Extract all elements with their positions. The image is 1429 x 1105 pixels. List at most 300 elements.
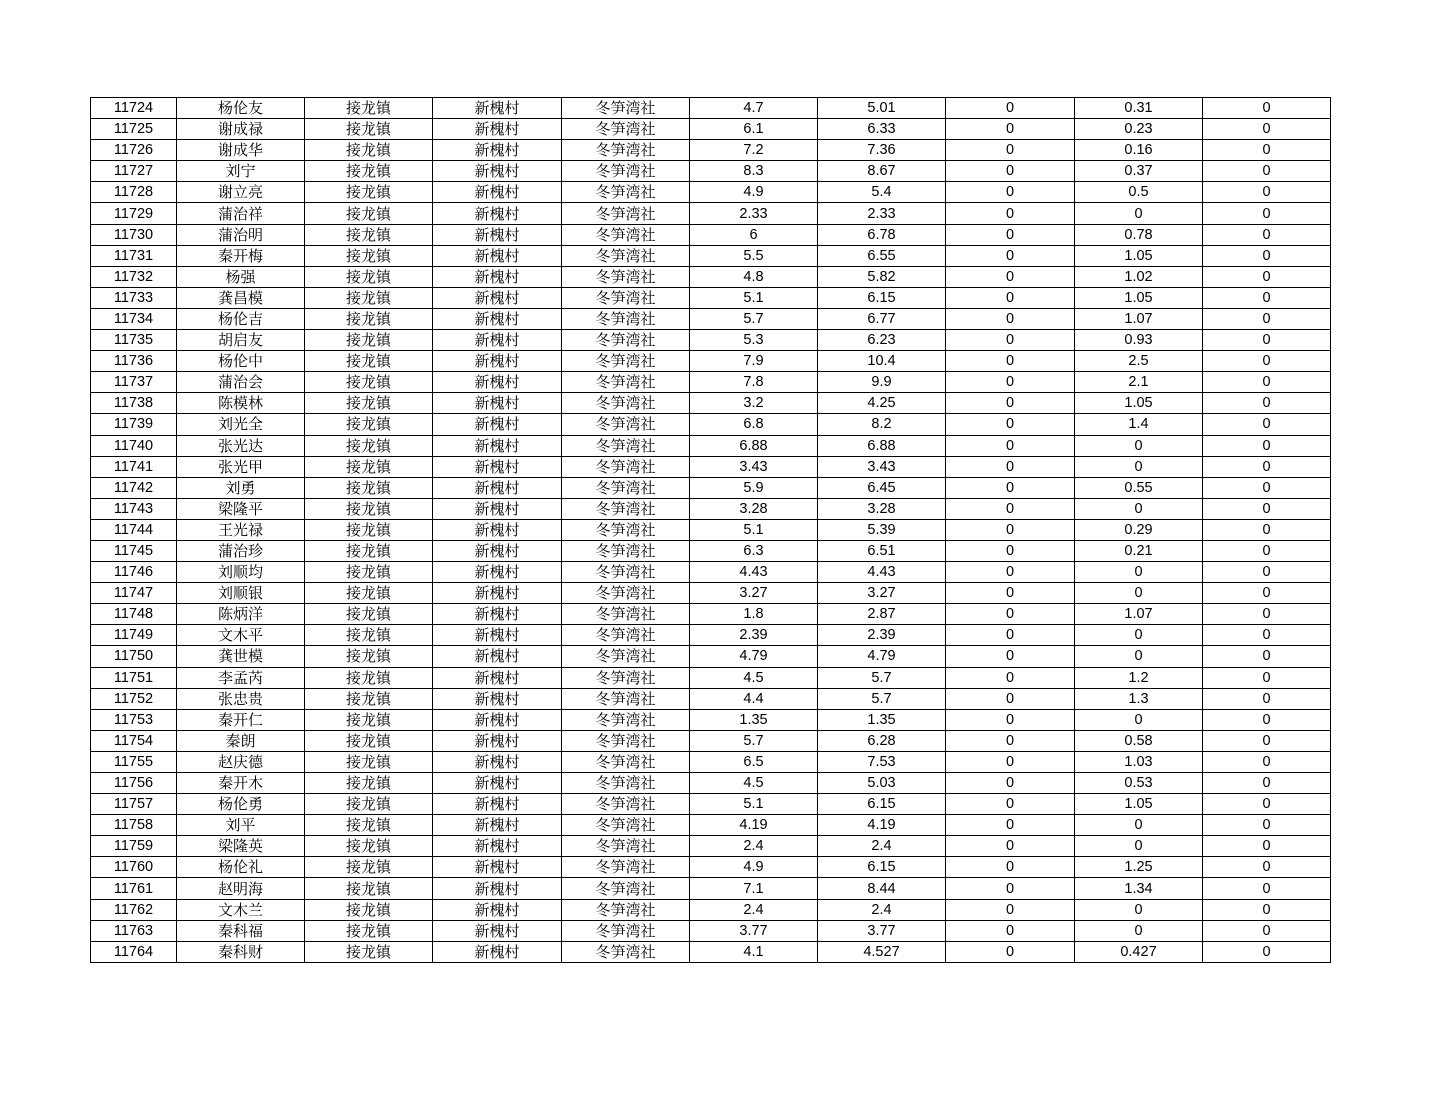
village-cell: 新槐村: [433, 287, 562, 308]
name-cell: 蒲治会: [177, 372, 305, 393]
value-d-cell: 0: [1075, 435, 1203, 456]
value-e-cell: 0: [1203, 456, 1331, 477]
value-c-cell: 0: [946, 203, 1075, 224]
value-c-cell: 0: [946, 161, 1075, 182]
table-row: [91, 773, 1331, 794]
value-d-cell: 0.58: [1075, 730, 1203, 751]
group-cell: 冬笋湾社: [562, 98, 690, 119]
value-c-cell: 0: [946, 857, 1075, 878]
table-row: [91, 287, 1331, 308]
town-cell: 接龙镇: [305, 456, 433, 477]
value-e-cell: 0: [1203, 709, 1331, 730]
town-cell: 接龙镇: [305, 751, 433, 772]
value-b-cell: 4.25: [818, 393, 946, 414]
data-table: [90, 97, 1331, 963]
group-cell: 冬笋湾社: [562, 878, 690, 899]
record-id-cell: 11735: [91, 330, 177, 351]
value-e-cell: 0: [1203, 625, 1331, 646]
value-e-cell: 0: [1203, 941, 1331, 962]
table-row: [91, 667, 1331, 688]
value-c-cell: 0: [946, 794, 1075, 815]
record-id-cell: 11741: [91, 456, 177, 477]
value-b-cell: 6.15: [818, 287, 946, 308]
table-row: [91, 836, 1331, 857]
village-cell: 新槐村: [433, 519, 562, 540]
village-cell: 新槐村: [433, 857, 562, 878]
value-e-cell: 0: [1203, 414, 1331, 435]
table-body: [91, 98, 1331, 963]
table-row: [91, 266, 1331, 287]
record-id-cell: 11738: [91, 393, 177, 414]
town-cell: 接龙镇: [305, 287, 433, 308]
village-cell: 新槐村: [433, 161, 562, 182]
village-cell: 新槐村: [433, 941, 562, 962]
value-c-cell: 0: [946, 498, 1075, 519]
value-a-cell: 4.43: [690, 562, 818, 583]
value-e-cell: 0: [1203, 308, 1331, 329]
value-e-cell: 0: [1203, 245, 1331, 266]
value-e-cell: 0: [1203, 330, 1331, 351]
table-row: [91, 414, 1331, 435]
value-d-cell: 0.37: [1075, 161, 1203, 182]
town-cell: 接龙镇: [305, 435, 433, 456]
group-cell: 冬笋湾社: [562, 161, 690, 182]
value-a-cell: 5.1: [690, 287, 818, 308]
value-c-cell: 0: [946, 920, 1075, 941]
value-d-cell: 1.25: [1075, 857, 1203, 878]
name-cell: 刘勇: [177, 477, 305, 498]
name-cell: 杨伦友: [177, 98, 305, 119]
record-id-cell: 11752: [91, 688, 177, 709]
value-b-cell: 6.23: [818, 330, 946, 351]
value-a-cell: 3.28: [690, 498, 818, 519]
group-cell: 冬笋湾社: [562, 646, 690, 667]
value-c-cell: 0: [946, 625, 1075, 646]
value-b-cell: 1.35: [818, 709, 946, 730]
value-b-cell: 8.44: [818, 878, 946, 899]
village-cell: 新槐村: [433, 98, 562, 119]
village-cell: 新槐村: [433, 625, 562, 646]
value-d-cell: 0.31: [1075, 98, 1203, 119]
town-cell: 接龙镇: [305, 540, 433, 561]
table-row: [91, 498, 1331, 519]
value-c-cell: 0: [946, 393, 1075, 414]
name-cell: 秦开梅: [177, 245, 305, 266]
value-b-cell: 6.78: [818, 224, 946, 245]
name-cell: 王光禄: [177, 519, 305, 540]
value-d-cell: 1.4: [1075, 414, 1203, 435]
value-a-cell: 4.7: [690, 98, 818, 119]
value-a-cell: 4.1: [690, 941, 818, 962]
value-b-cell: 5.39: [818, 519, 946, 540]
town-cell: 接龙镇: [305, 583, 433, 604]
village-cell: 新槐村: [433, 730, 562, 751]
value-b-cell: 4.79: [818, 646, 946, 667]
value-c-cell: 0: [946, 414, 1075, 435]
name-cell: 陈炳洋: [177, 604, 305, 625]
village-cell: 新槐村: [433, 498, 562, 519]
value-e-cell: 0: [1203, 203, 1331, 224]
table-row: [91, 393, 1331, 414]
town-cell: 接龙镇: [305, 667, 433, 688]
town-cell: 接龙镇: [305, 730, 433, 751]
record-id-cell: 11742: [91, 477, 177, 498]
village-cell: 新槐村: [433, 477, 562, 498]
town-cell: 接龙镇: [305, 519, 433, 540]
record-id-cell: 11724: [91, 98, 177, 119]
record-id-cell: 11754: [91, 730, 177, 751]
table-row: [91, 330, 1331, 351]
value-e-cell: 0: [1203, 393, 1331, 414]
town-cell: 接龙镇: [305, 372, 433, 393]
value-c-cell: 0: [946, 372, 1075, 393]
value-e-cell: 0: [1203, 604, 1331, 625]
value-a-cell: 4.79: [690, 646, 818, 667]
value-d-cell: 0.29: [1075, 519, 1203, 540]
value-e-cell: 0: [1203, 351, 1331, 372]
value-c-cell: 0: [946, 351, 1075, 372]
name-cell: 蒲治明: [177, 224, 305, 245]
table-row: [91, 308, 1331, 329]
value-e-cell: 0: [1203, 815, 1331, 836]
value-d-cell: 0: [1075, 709, 1203, 730]
town-cell: 接龙镇: [305, 182, 433, 203]
town-cell: 接龙镇: [305, 224, 433, 245]
value-e-cell: 0: [1203, 266, 1331, 287]
village-cell: 新槐村: [433, 562, 562, 583]
value-d-cell: 0.93: [1075, 330, 1203, 351]
value-d-cell: 0: [1075, 625, 1203, 646]
value-c-cell: 0: [946, 815, 1075, 836]
value-d-cell: 1.07: [1075, 604, 1203, 625]
value-e-cell: 0: [1203, 646, 1331, 667]
name-cell: 张光达: [177, 435, 305, 456]
village-cell: 新槐村: [433, 414, 562, 435]
name-cell: 张忠贵: [177, 688, 305, 709]
group-cell: 冬笋湾社: [562, 899, 690, 920]
group-cell: 冬笋湾社: [562, 435, 690, 456]
town-cell: 接龙镇: [305, 245, 433, 266]
record-id-cell: 11762: [91, 899, 177, 920]
value-d-cell: 0: [1075, 920, 1203, 941]
group-cell: 冬笋湾社: [562, 625, 690, 646]
value-b-cell: 3.28: [818, 498, 946, 519]
value-b-cell: 5.7: [818, 667, 946, 688]
village-cell: 新槐村: [433, 224, 562, 245]
village-cell: 新槐村: [433, 836, 562, 857]
group-cell: 冬笋湾社: [562, 519, 690, 540]
value-b-cell: 6.77: [818, 308, 946, 329]
record-id-cell: 11734: [91, 308, 177, 329]
table-row: [91, 899, 1331, 920]
value-d-cell: 0: [1075, 583, 1203, 604]
group-cell: 冬笋湾社: [562, 140, 690, 161]
value-b-cell: 5.4: [818, 182, 946, 203]
town-cell: 接龙镇: [305, 140, 433, 161]
value-b-cell: 10.4: [818, 351, 946, 372]
value-d-cell: 1.05: [1075, 245, 1203, 266]
value-d-cell: 0: [1075, 498, 1203, 519]
value-a-cell: 6.8: [690, 414, 818, 435]
group-cell: 冬笋湾社: [562, 393, 690, 414]
value-e-cell: 0: [1203, 224, 1331, 245]
value-b-cell: 7.36: [818, 140, 946, 161]
value-c-cell: 0: [946, 182, 1075, 203]
town-cell: 接龙镇: [305, 98, 433, 119]
value-a-cell: 5.5: [690, 245, 818, 266]
record-id-cell: 11726: [91, 140, 177, 161]
table-row: [91, 688, 1331, 709]
value-e-cell: 0: [1203, 667, 1331, 688]
table-row: [91, 604, 1331, 625]
value-b-cell: 3.77: [818, 920, 946, 941]
name-cell: 杨伦中: [177, 351, 305, 372]
village-cell: 新槐村: [433, 794, 562, 815]
value-e-cell: 0: [1203, 878, 1331, 899]
group-cell: 冬笋湾社: [562, 562, 690, 583]
value-b-cell: 4.527: [818, 941, 946, 962]
record-id-cell: 11743: [91, 498, 177, 519]
group-cell: 冬笋湾社: [562, 540, 690, 561]
village-cell: 新槐村: [433, 182, 562, 203]
value-a-cell: 2.4: [690, 899, 818, 920]
value-a-cell: 6.3: [690, 540, 818, 561]
value-e-cell: 0: [1203, 435, 1331, 456]
group-cell: 冬笋湾社: [562, 308, 690, 329]
table-row: [91, 372, 1331, 393]
record-id-cell: 11745: [91, 540, 177, 561]
record-id-cell: 11747: [91, 583, 177, 604]
value-c-cell: 0: [946, 519, 1075, 540]
village-cell: 新槐村: [433, 308, 562, 329]
record-id-cell: 11729: [91, 203, 177, 224]
value-c-cell: 0: [946, 245, 1075, 266]
value-c-cell: 0: [946, 688, 1075, 709]
value-d-cell: 1.2: [1075, 667, 1203, 688]
group-cell: 冬笋湾社: [562, 203, 690, 224]
town-cell: 接龙镇: [305, 920, 433, 941]
town-cell: 接龙镇: [305, 625, 433, 646]
table-row: [91, 519, 1331, 540]
name-cell: 谢立亮: [177, 182, 305, 203]
village-cell: 新槐村: [433, 751, 562, 772]
value-c-cell: 0: [946, 836, 1075, 857]
table-row: [91, 562, 1331, 583]
value-b-cell: 6.15: [818, 794, 946, 815]
town-cell: 接龙镇: [305, 351, 433, 372]
value-a-cell: 6.1: [690, 119, 818, 140]
value-b-cell: 5.82: [818, 266, 946, 287]
value-e-cell: 0: [1203, 688, 1331, 709]
table-row: [91, 751, 1331, 772]
value-a-cell: 5.1: [690, 794, 818, 815]
village-cell: 新槐村: [433, 899, 562, 920]
town-cell: 接龙镇: [305, 562, 433, 583]
town-cell: 接龙镇: [305, 604, 433, 625]
name-cell: 胡启友: [177, 330, 305, 351]
value-e-cell: 0: [1203, 857, 1331, 878]
value-e-cell: 0: [1203, 540, 1331, 561]
value-b-cell: 8.67: [818, 161, 946, 182]
value-c-cell: 0: [946, 773, 1075, 794]
value-b-cell: 6.45: [818, 477, 946, 498]
table-row: [91, 351, 1331, 372]
village-cell: 新槐村: [433, 667, 562, 688]
value-d-cell: 0: [1075, 562, 1203, 583]
record-id-cell: 11756: [91, 773, 177, 794]
value-d-cell: 1.03: [1075, 751, 1203, 772]
town-cell: 接龙镇: [305, 899, 433, 920]
name-cell: 秦科福: [177, 920, 305, 941]
name-cell: 刘宁: [177, 161, 305, 182]
town-cell: 接龙镇: [305, 330, 433, 351]
value-c-cell: 0: [946, 308, 1075, 329]
table-row: [91, 815, 1331, 836]
value-a-cell: 6.5: [690, 751, 818, 772]
group-cell: 冬笋湾社: [562, 330, 690, 351]
value-e-cell: 0: [1203, 140, 1331, 161]
village-cell: 新槐村: [433, 393, 562, 414]
name-cell: 秦开仁: [177, 709, 305, 730]
town-cell: 接龙镇: [305, 266, 433, 287]
value-d-cell: 0: [1075, 899, 1203, 920]
group-cell: 冬笋湾社: [562, 287, 690, 308]
value-d-cell: 1.02: [1075, 266, 1203, 287]
value-b-cell: 3.27: [818, 583, 946, 604]
value-e-cell: 0: [1203, 477, 1331, 498]
group-cell: 冬笋湾社: [562, 941, 690, 962]
value-d-cell: 0: [1075, 646, 1203, 667]
value-b-cell: 5.03: [818, 773, 946, 794]
value-a-cell: 2.39: [690, 625, 818, 646]
value-c-cell: 0: [946, 667, 1075, 688]
record-id-cell: 11737: [91, 372, 177, 393]
value-a-cell: 4.5: [690, 773, 818, 794]
value-d-cell: 0: [1075, 456, 1203, 477]
group-cell: 冬笋湾社: [562, 182, 690, 203]
value-a-cell: 8.3: [690, 161, 818, 182]
record-id-cell: 11732: [91, 266, 177, 287]
town-cell: 接龙镇: [305, 393, 433, 414]
value-a-cell: 5.1: [690, 519, 818, 540]
value-d-cell: 1.07: [1075, 308, 1203, 329]
town-cell: 接龙镇: [305, 477, 433, 498]
value-a-cell: 4.5: [690, 667, 818, 688]
value-b-cell: 6.28: [818, 730, 946, 751]
value-a-cell: 3.27: [690, 583, 818, 604]
value-a-cell: 5.7: [690, 730, 818, 751]
record-id-cell: 11748: [91, 604, 177, 625]
value-a-cell: 4.9: [690, 857, 818, 878]
town-cell: 接龙镇: [305, 836, 433, 857]
record-id-cell: 11727: [91, 161, 177, 182]
value-c-cell: 0: [946, 878, 1075, 899]
value-e-cell: 0: [1203, 372, 1331, 393]
village-cell: 新槐村: [433, 709, 562, 730]
value-c-cell: 0: [946, 266, 1075, 287]
town-cell: 接龙镇: [305, 773, 433, 794]
name-cell: 秦朗: [177, 730, 305, 751]
village-cell: 新槐村: [433, 688, 562, 709]
value-e-cell: 0: [1203, 498, 1331, 519]
table-row: [91, 625, 1331, 646]
value-b-cell: 4.19: [818, 815, 946, 836]
value-b-cell: 6.51: [818, 540, 946, 561]
value-a-cell: 3.2: [690, 393, 818, 414]
value-e-cell: 0: [1203, 119, 1331, 140]
name-cell: 赵明海: [177, 878, 305, 899]
town-cell: 接龙镇: [305, 688, 433, 709]
value-d-cell: 0: [1075, 815, 1203, 836]
village-cell: 新槐村: [433, 920, 562, 941]
record-id-cell: 11764: [91, 941, 177, 962]
value-c-cell: 0: [946, 435, 1075, 456]
value-c-cell: 0: [946, 330, 1075, 351]
value-d-cell: 0.55: [1075, 477, 1203, 498]
value-a-cell: 6: [690, 224, 818, 245]
table-row: [91, 540, 1331, 561]
name-cell: 文木兰: [177, 899, 305, 920]
value-e-cell: 0: [1203, 583, 1331, 604]
table-row: [91, 583, 1331, 604]
name-cell: 赵庆德: [177, 751, 305, 772]
value-b-cell: 5.01: [818, 98, 946, 119]
record-id-cell: 11750: [91, 646, 177, 667]
village-cell: 新槐村: [433, 435, 562, 456]
name-cell: 龚昌模: [177, 287, 305, 308]
village-cell: 新槐村: [433, 646, 562, 667]
village-cell: 新槐村: [433, 119, 562, 140]
value-d-cell: 0.5: [1075, 182, 1203, 203]
value-d-cell: 0: [1075, 836, 1203, 857]
table-row: [91, 140, 1331, 161]
value-e-cell: 0: [1203, 920, 1331, 941]
value-e-cell: 0: [1203, 836, 1331, 857]
value-a-cell: 5.7: [690, 308, 818, 329]
group-cell: 冬笋湾社: [562, 920, 690, 941]
value-a-cell: 4.19: [690, 815, 818, 836]
value-c-cell: 0: [946, 751, 1075, 772]
value-a-cell: 6.88: [690, 435, 818, 456]
value-e-cell: 0: [1203, 287, 1331, 308]
name-cell: 杨伦礼: [177, 857, 305, 878]
name-cell: 刘顺银: [177, 583, 305, 604]
village-cell: 新槐村: [433, 351, 562, 372]
table-row: [91, 224, 1331, 245]
group-cell: 冬笋湾社: [562, 414, 690, 435]
town-cell: 接龙镇: [305, 161, 433, 182]
value-e-cell: 0: [1203, 98, 1331, 119]
value-c-cell: 0: [946, 456, 1075, 477]
value-c-cell: 0: [946, 224, 1075, 245]
value-c-cell: 0: [946, 899, 1075, 920]
table-row: [91, 435, 1331, 456]
value-c-cell: 0: [946, 604, 1075, 625]
value-e-cell: 0: [1203, 794, 1331, 815]
table-row: [91, 119, 1331, 140]
group-cell: 冬笋湾社: [562, 857, 690, 878]
name-cell: 龚世模: [177, 646, 305, 667]
value-d-cell: 1.05: [1075, 287, 1203, 308]
value-b-cell: 6.55: [818, 245, 946, 266]
name-cell: 刘光全: [177, 414, 305, 435]
value-a-cell: 1.35: [690, 709, 818, 730]
value-c-cell: 0: [946, 119, 1075, 140]
name-cell: 梁隆平: [177, 498, 305, 519]
village-cell: 新槐村: [433, 140, 562, 161]
value-b-cell: 6.33: [818, 119, 946, 140]
value-b-cell: 5.7: [818, 688, 946, 709]
